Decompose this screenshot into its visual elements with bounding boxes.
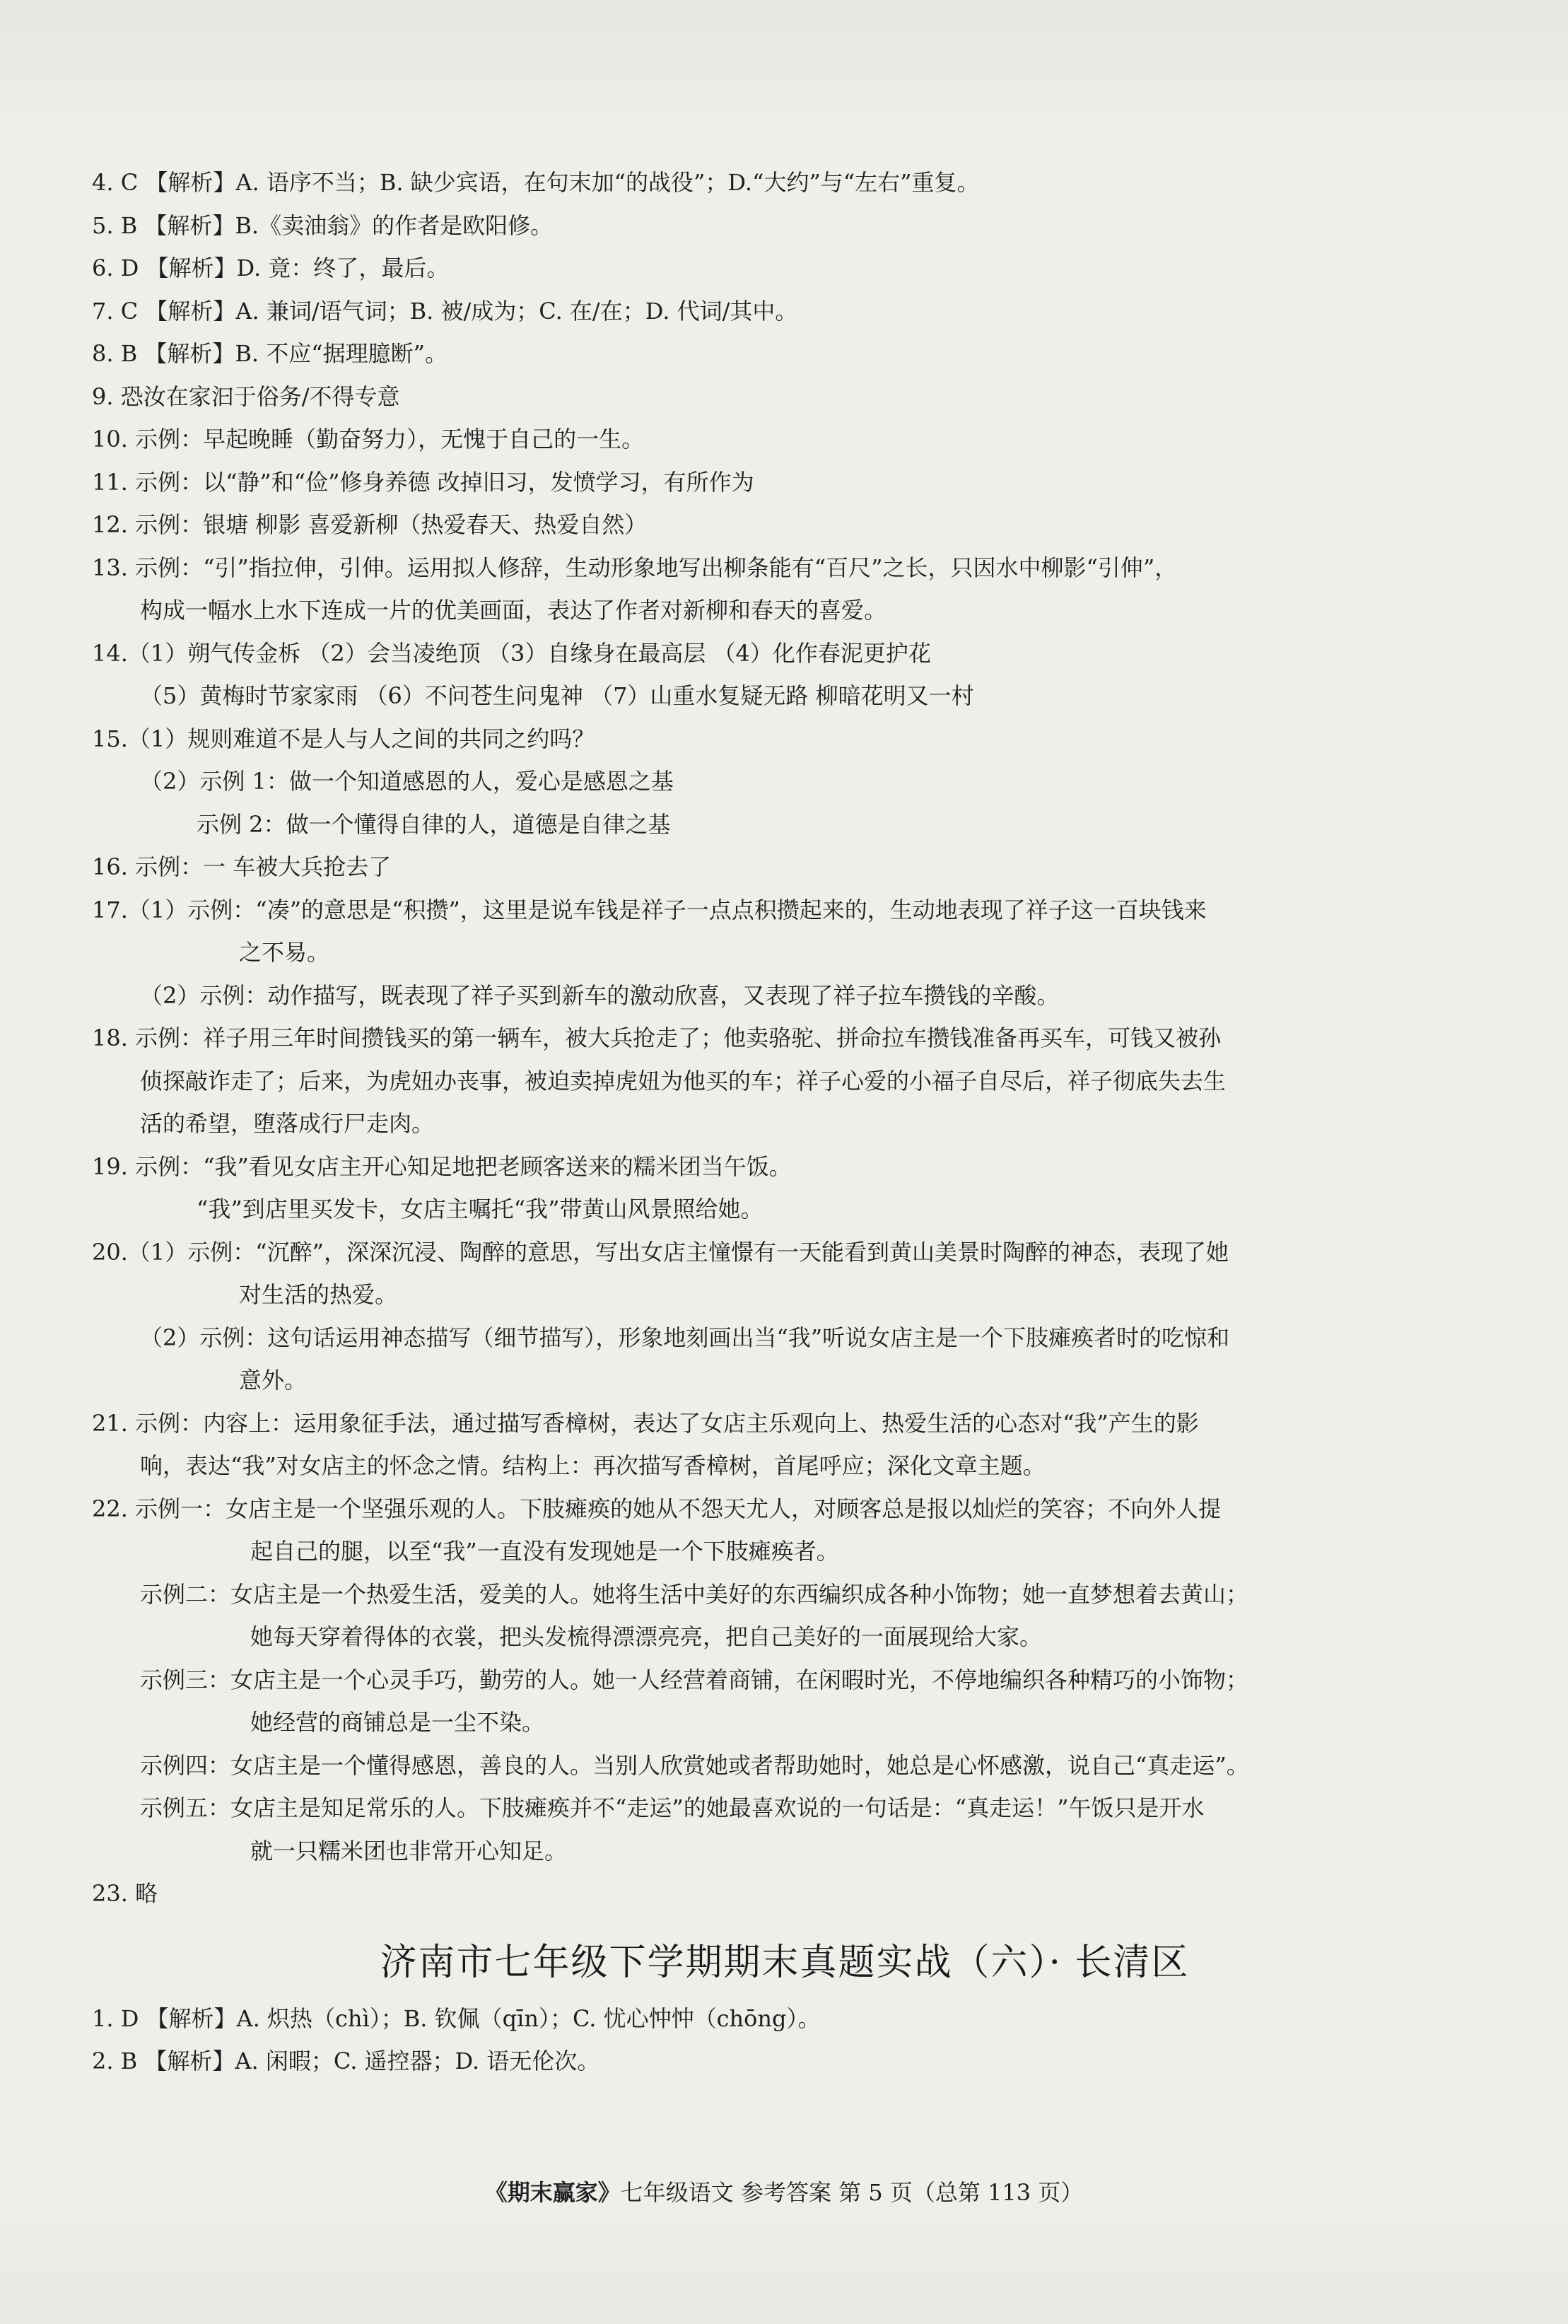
answer-line: 18. 示例：祥子用三年时间攒钱买的第一辆车，被大兵抢走了；他卖骆驼、拼命拉车攒钱准备再买车，可钱又被孙 — [92, 1024, 1222, 1051]
answer-line: 23. 略 — [92, 1880, 158, 1907]
section-heading: 济南市七年级下学期期末真题实战（六）· 长清区 — [380, 1941, 1190, 1984]
answer-line: （2）示例：这句话运用神态描写（细节描写），形象地刻画出当“我”听说女店主是一个下肢瘫痪者时的吃惊和 — [140, 1324, 1230, 1351]
answer-line: 7. C 【解析】A. 兼词/语气词；B. 被/成为；C. 在/在；D. 代词/其中。 — [92, 297, 798, 325]
answer-line: 侦探敲诈走了；后来，为虎妞办丧事，被迫卖掉虎妞为他买的车；祥子心爱的小福子自尽后，祥子彻底失去生 — [140, 1067, 1227, 1094]
answer-line: 起自己的腿，以至“我”一直没有发现她是一个下肢瘫痪者。 — [250, 1538, 839, 1565]
answer-content — [92, 161, 1478, 2083]
answer-line: 11. 示例：以“静”和“俭”修身养德 改掉旧习，发愤学习，有所作为 — [92, 468, 754, 496]
answer-line: （2）示例：动作描写，既表现了祥子买到新车的激动欣喜，又表现了祥子拉车攒钱的辛酸。 — [140, 981, 1060, 1009]
answer-line: 5. B 【解析】B.《卖油翁》的作者是欧阳修。 — [92, 211, 554, 239]
answer-line: （5）黄梅时节家家雨 （6）不问苍生问鬼神 （7）山重水复疑无路 柳暗花明又一村 — [140, 682, 974, 709]
answer-line: 21. 示例：内容上：运用象征手法，通过描写香樟树，表达了女店主乐观向上、热爱生活的心态对“我”产生的影 — [92, 1409, 1199, 1437]
answer-line: （2）示例 1：做一个知道感恩的人，爱心是感恩之基 — [140, 768, 674, 795]
answer-line: 15.（1）规则难道不是人与人之间的共同之约吗？ — [92, 725, 595, 752]
answer-line: 响，表达“我”对女店主的怀念之情。结构上：再次描写香樟树，首尾呼应；深化文章主题。 — [140, 1452, 1046, 1479]
answer-line: 1. D 【解析】A. 炽热（chì）；B. 钦佩（qīn）；C. 忧心忡忡（chōng）。 — [92, 2004, 821, 2032]
answer-line: 示例五：女店主是知足常乐的人。下肢瘫痪并不“走运”的她最喜欢说的一句话是：“真走运！”午饭只是开水 — [140, 1794, 1205, 1821]
answer-list — [92, 161, 1478, 1915]
page-footer — [0, 2175, 1568, 2207]
answer-line: 14.（1）朔气传金柝 （2）会当凌绝顶 （3）自缘身在最高层 （4）化作春泥更护花 — [92, 639, 931, 667]
answer-line: 示例四：女店主是一个懂得感恩，善良的人。当别人欣赏她或者帮助她时，她总是心怀感激，说自己“真走运”。 — [140, 1751, 1249, 1779]
answer-line: 就一只糯米团也非常开心知足。 — [250, 1837, 568, 1864]
answer-line: 对生活的热爱。 — [239, 1281, 398, 1308]
answer-line: 示例二：女店主是一个热爱生活，爱美的人。她将生活中美好的东西编织成各种小饰物；她一直梦想着去黄山； — [140, 1580, 1249, 1608]
answer-line: 22. 示例一：女店主是一个坚强乐观的人。下肢瘫痪的她从不怨天尤人，对顾客总是报以灿烂的笑容；不向外人提 — [92, 1495, 1222, 1522]
answer-line: 19. 示例：“我”看见女店主开心知足地把老顾客送来的糯米团当午饭。 — [92, 1152, 792, 1180]
answer-line: 构成一幅水上水下连成一片的优美画面，表达了作者对新柳和春天的喜爱。 — [140, 597, 887, 624]
answer-line: 活的希望，堕落成行尸走肉。 — [140, 1110, 435, 1137]
footer-page-info: 七年级语文 参考答案 第 5 页（总第 113 页） — [620, 2179, 1084, 2206]
answer-line: 10. 示例：早起晚睡（勤奋努力），无愧于自己的一生。 — [92, 426, 645, 452]
section-answer-list — [92, 1997, 1478, 2083]
answer-line: 8. B 【解析】B. 不应“据理臆断”。 — [92, 340, 447, 367]
answer-line: 4. C 【解析】A. 语序不当；B. 缺少宾语，在句末加“的战役”；D.“大约”与“左右”重复。 — [92, 169, 980, 196]
answer-line: 9. 恐汝在家汩于俗务/不得专意 — [92, 383, 400, 410]
answer-line: 16. 示例：一 车被大兵抢去了 — [92, 853, 392, 880]
answer-line: 示例 2：做一个懂得自律的人，道德是自律之基 — [197, 810, 671, 838]
answer-line: 20.（1）示例：“沉醉”，深深沉浸、陶醉的意思，写出女店主憧憬有一天能看到黄山美景时陶醉的神态，表现了她 — [92, 1238, 1229, 1266]
answer-line: 她经营的商铺总是一尘不染。 — [250, 1709, 545, 1736]
answer-line: 13. 示例：“引”指拉伸，引伸。运用拟人修辞，生动形象地写出柳条能有“百尺”之长，只因水中柳影“引伸”， — [92, 554, 1178, 581]
answer-line: 她每天穿着得体的衣裳，把头发梳得漂漂亮亮，把自己美好的一面展现给大家。 — [250, 1623, 1043, 1650]
answer-line: 17.（1）示例：“凑”的意思是“积攒”，这里是说车钱是祥子一点点积攒起来的，生动地表现了祥子这一百块钱来 — [92, 896, 1207, 923]
answer-line: 2. B 【解析】A. 闲暇；C. 遥控器；D. 语无伦次。 — [92, 2048, 600, 2074]
answer-line: 意外。 — [239, 1367, 308, 1394]
answer-line: 之不易。 — [239, 939, 330, 966]
answer-line: “我”到店里买发卡，女店主嘱托“我”带黄山风景照给她。 — [197, 1196, 763, 1222]
footer-book-title: 《期末赢家》 — [484, 2179, 621, 2206]
answer-line: 12. 示例：银塘 柳影 喜爱新柳（热爱春天、热爱自然） — [92, 511, 648, 538]
answer-line: 6. D 【解析】D. 竟：终了，最后。 — [92, 255, 450, 281]
answer-line: 示例三：女店主是一个心灵手巧，勤劳的人。她一人经营着商铺，在闲暇时光，不停地编织各种精巧的小饰物； — [140, 1666, 1249, 1693]
